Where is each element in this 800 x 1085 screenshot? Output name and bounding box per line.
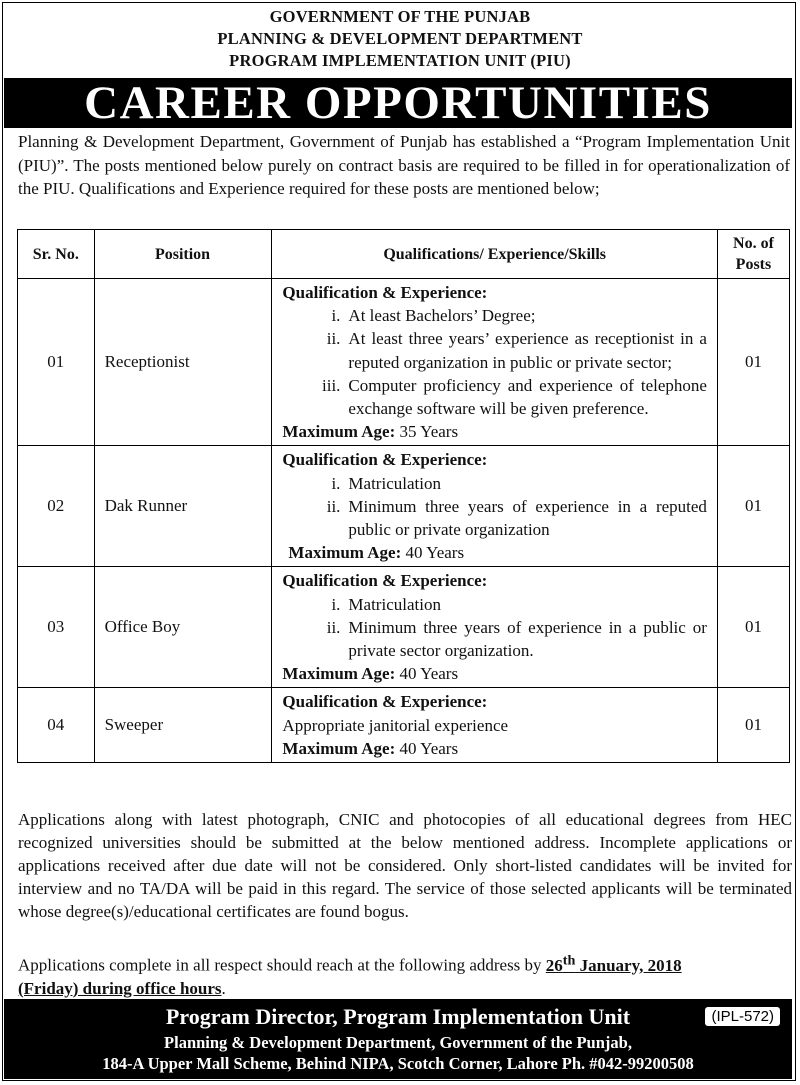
qualification-heading: Qualification & Experience: <box>282 450 488 470</box>
table-row <box>18 567 790 688</box>
header-posts-line1: No. of <box>733 235 774 252</box>
max-age-label: Maximum Age: <box>282 738 396 758</box>
intro-paragraph: Planning & Development Department, Government of Punjab has established a “Program Implementation Unit (PIU)”. The posts mentioned below purely on contract basis are required to be filled in for operationalization of the PIU. Qualifications and Experience required for these posts are mentioned below; <box>18 132 790 198</box>
item-text: Matriculation <box>348 594 441 614</box>
item-text: At least three years’ experience as receptionist in a reputed organization in public or private sector; <box>348 329 707 372</box>
max-age-value: 35 Years <box>395 422 459 442</box>
item-number: ii. <box>326 496 341 516</box>
row-position: Sweeper <box>94 688 272 763</box>
row-qualifications <box>272 446 718 567</box>
max-age-label: Maximum Age: <box>288 543 402 563</box>
qualification-heading: Qualification & Experience: <box>282 283 488 302</box>
list-item <box>282 327 707 373</box>
row-qualifications <box>272 279 718 446</box>
max-age-value: 40 Years <box>395 738 459 758</box>
max-age <box>282 662 707 685</box>
item-number: ii. <box>326 329 341 349</box>
item-text: Matriculation <box>348 473 441 493</box>
row-sr-no: 02 <box>18 446 95 567</box>
deadline-office-hours: (Friday) during office hours <box>18 978 222 998</box>
deadline-prefix: Applications complete in all respect should reach at the following address by <box>18 955 546 975</box>
row-qualifications <box>272 688 718 763</box>
header-sr-no: Sr. No. <box>18 230 95 279</box>
applications-paragraph: Applications along with latest photograph, CNIC and photocopies of all educational degrees from HEC recognized universities should be submitted at the below mentioned address. Incomplete applications or applications received after due date will not be considered. Only short-listed candidates will be invited for interview and no TA/DA will be paid in this regard. The service of those selected applicants will be terminated whose degree(s)/educational certificates are found bogus. <box>18 810 792 921</box>
header-line-1: GOVERNMENT OF THE PUNJAB <box>269 7 531 26</box>
footer-department: Planning & Development Department, Government of the Punjab, <box>164 1033 632 1052</box>
table-header-row <box>18 230 790 279</box>
item-text: Minimum three years of experience in a public or private sector organization. <box>348 617 707 661</box>
table-row <box>18 688 790 763</box>
row-posts: 01 <box>717 279 789 446</box>
header-qualifications: Qualifications/ Experience/Skills <box>272 230 718 279</box>
item-number: iii. <box>322 375 341 395</box>
max-age-value: 40 Years <box>395 664 459 684</box>
item-text: Minimum three years of experience in a reputed public or private organization <box>348 496 707 540</box>
table-row <box>18 279 790 446</box>
header-posts <box>717 230 789 279</box>
row-position: Receptionist <box>94 279 272 446</box>
jobs-table <box>17 229 790 763</box>
qualification-heading: Qualification & Experience: <box>282 692 488 712</box>
list-item <box>282 495 707 541</box>
deadline-paragraph <box>18 949 792 1000</box>
qualification-heading: Qualification & Experience: <box>282 571 488 591</box>
row-qualifications <box>272 567 718 688</box>
max-age <box>282 541 707 564</box>
deadline-date <box>545 952 682 975</box>
footer-title: Program Director, Program Implementation Unit <box>165 1004 631 1029</box>
max-age <box>282 420 707 443</box>
deadline-day-suffix: th <box>562 952 576 968</box>
list-item <box>282 593 707 616</box>
table-row <box>18 446 790 567</box>
max-age <box>282 737 707 760</box>
max-age-label: Maximum Age: <box>282 664 396 684</box>
list-item <box>282 374 707 420</box>
header-line-2: PLANNING & DEVELOPMENT DEPARTMENT <box>217 29 583 48</box>
header-line-3: PROGRAM IMPLEMENTATION UNIT (PIU) <box>229 51 571 70</box>
row-posts: 01 <box>717 567 789 688</box>
row-sr-no: 01 <box>18 279 95 446</box>
item-number: ii. <box>326 617 341 637</box>
max-age-value: 40 Years <box>401 543 465 563</box>
list-item <box>282 616 707 662</box>
deadline-end: . <box>221 978 226 998</box>
deadline-day: 26 <box>545 955 563 975</box>
header-posts-line2: Posts <box>735 256 772 273</box>
reference-code: (IPL-572) <box>705 1007 780 1026</box>
row-posts: 01 <box>717 446 789 567</box>
item-text: Computer proficiency and experience of telephone exchange software will be given preference. <box>348 375 707 419</box>
career-banner: CAREER OPPORTUNITIES <box>4 78 792 128</box>
list-item <box>282 304 707 327</box>
item-text: At least Bachelors’ Degree; <box>348 306 536 326</box>
list-item <box>282 472 707 495</box>
header-position: Position <box>94 230 272 279</box>
row-sr-no: 04 <box>18 688 95 763</box>
max-age-label: Maximum Age: <box>282 422 396 442</box>
row-position: Office Boy <box>94 567 272 688</box>
row-posts: 01 <box>717 688 789 763</box>
footer-address: 184-A Upper Mall Scheme, Behind NIPA, Scotch Corner, Lahore Ph. #042-99200508 <box>102 1054 694 1073</box>
item-number: i. <box>331 473 341 493</box>
qualification-text: Appropriate janitorial experience <box>282 715 509 735</box>
item-number: i. <box>331 594 341 614</box>
footer-contact <box>4 999 792 1079</box>
row-position: Dak Runner <box>94 446 272 567</box>
deadline-month-year: January, 2018 <box>575 955 682 975</box>
row-sr-no: 03 <box>18 567 95 688</box>
item-number: i. <box>331 306 341 326</box>
